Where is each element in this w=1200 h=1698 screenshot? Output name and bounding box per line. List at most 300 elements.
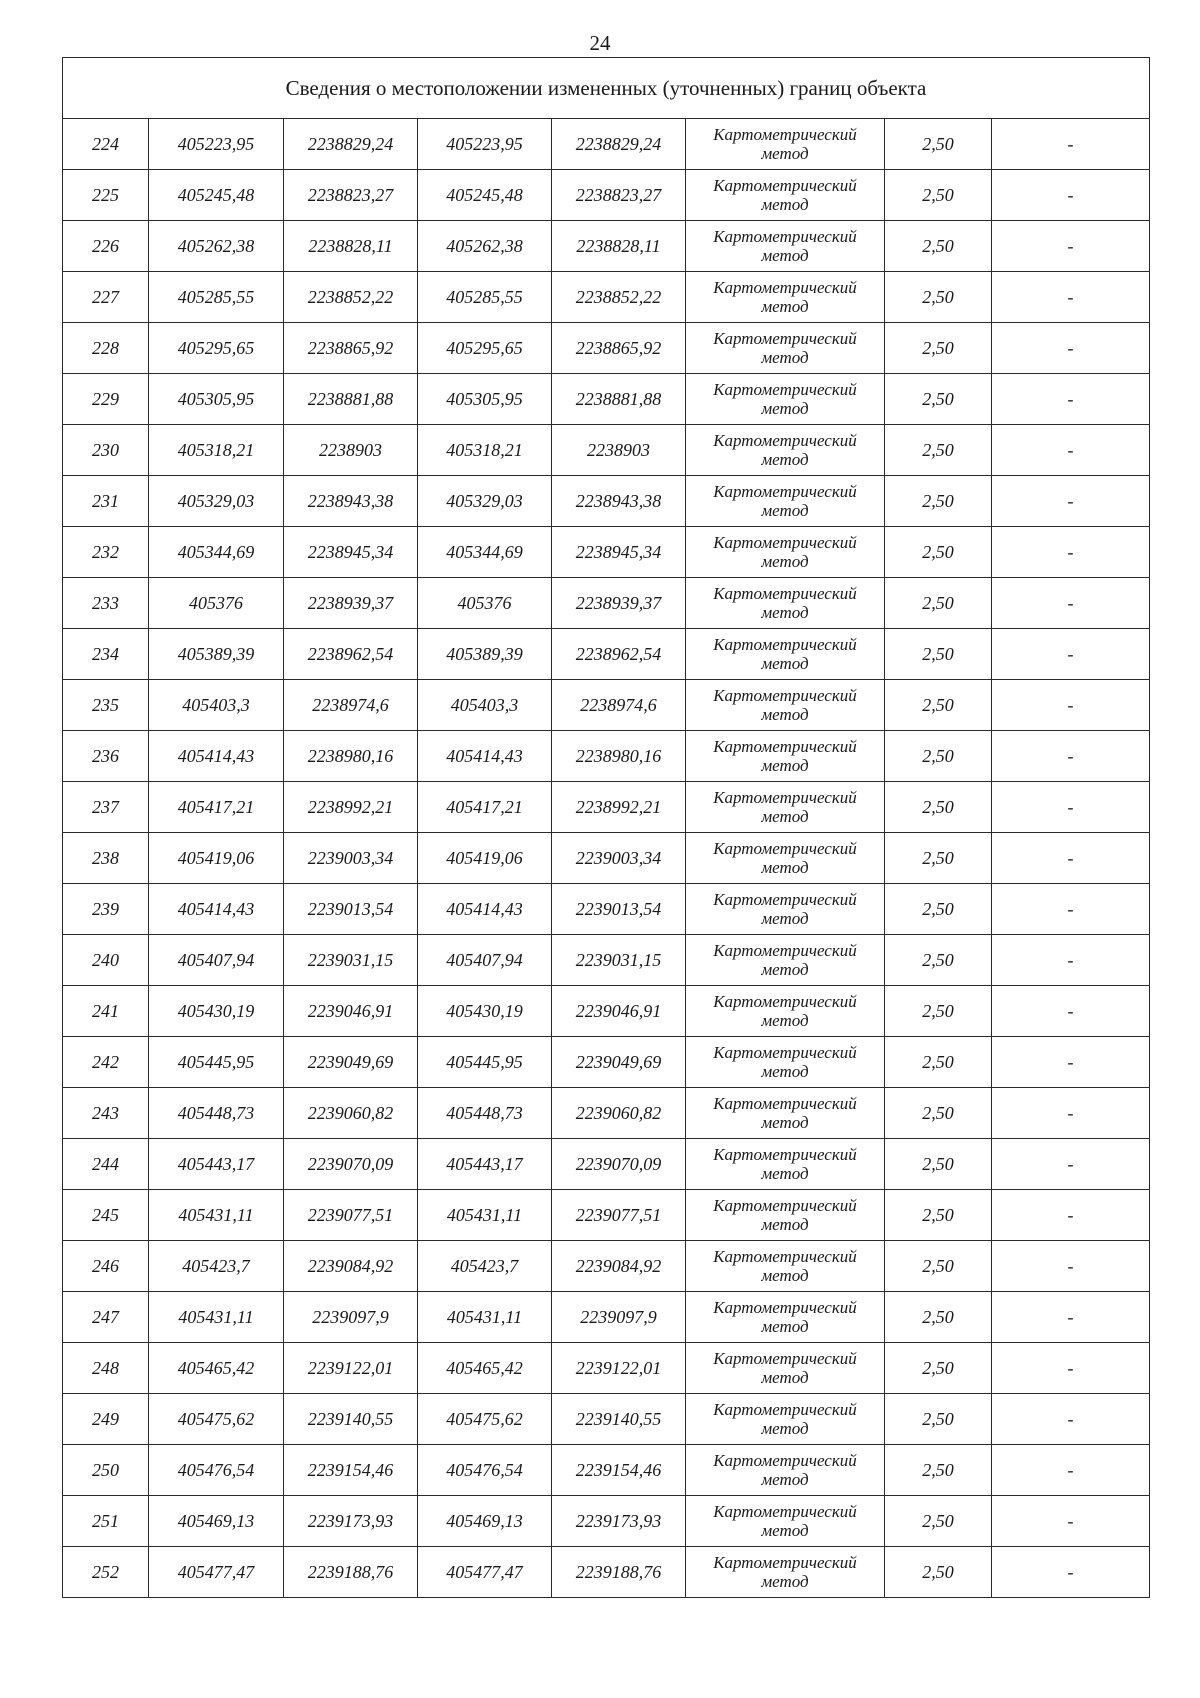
method-cell [686, 323, 885, 374]
existing-y-cell: 2239173,93 [284, 1496, 418, 1547]
method-word-line: метод [761, 807, 809, 826]
refined-x-cell: 405476,54 [418, 1445, 552, 1496]
description-cell: - [992, 1037, 1150, 1088]
point-number-cell: 248 [63, 1343, 149, 1394]
existing-y-cell: 2238865,92 [284, 323, 418, 374]
method-word-line: метод [761, 654, 809, 673]
description-cell: - [992, 782, 1150, 833]
description-cell: - [992, 731, 1150, 782]
table-row [63, 1088, 1150, 1139]
table-row [63, 221, 1150, 272]
refined-y-cell: 2238865,92 [552, 323, 686, 374]
point-number-cell: 231 [63, 476, 149, 527]
existing-y-cell: 2238992,21 [284, 782, 418, 833]
existing-y-cell: 2238903 [284, 425, 418, 476]
table-row [63, 1394, 1150, 1445]
existing-y-cell: 2239060,82 [284, 1088, 418, 1139]
method-word-line: метод [761, 705, 809, 724]
description-cell: - [992, 170, 1150, 221]
method-word-line: метод [761, 603, 809, 622]
method-name-line: Картометрический [713, 1553, 857, 1572]
existing-x-cell: 405445,95 [149, 1037, 284, 1088]
description-cell: - [992, 119, 1150, 170]
method-name-line: Картометрический [713, 176, 857, 195]
description-cell: - [992, 1445, 1150, 1496]
accuracy-cell: 2,50 [885, 629, 992, 680]
table-header-row [63, 58, 1150, 119]
description-cell: - [992, 1547, 1150, 1598]
description-cell: - [992, 323, 1150, 374]
method-word-line: метод [761, 297, 809, 316]
existing-y-cell: 2238939,37 [284, 578, 418, 629]
refined-y-cell: 2239122,01 [552, 1343, 686, 1394]
method-name-line: Картометрический [713, 1400, 857, 1419]
method-name-line: Картометрический [713, 1451, 857, 1470]
existing-x-cell: 405305,95 [149, 374, 284, 425]
description-cell: - [992, 986, 1150, 1037]
refined-x-cell: 405318,21 [418, 425, 552, 476]
table-row [63, 1496, 1150, 1547]
accuracy-cell: 2,50 [885, 170, 992, 221]
existing-y-cell: 2239003,34 [284, 833, 418, 884]
method-word-line: метод [761, 1215, 809, 1234]
accuracy-cell: 2,50 [885, 833, 992, 884]
method-cell [686, 1343, 885, 1394]
existing-y-cell: 2239031,15 [284, 935, 418, 986]
refined-x-cell: 405423,7 [418, 1241, 552, 1292]
method-name-line: Картометрический [713, 1349, 857, 1368]
table-row [63, 731, 1150, 782]
description-cell: - [992, 425, 1150, 476]
table-row [63, 1343, 1150, 1394]
existing-x-cell: 405262,38 [149, 221, 284, 272]
accuracy-cell: 2,50 [885, 476, 992, 527]
refined-x-cell: 405389,39 [418, 629, 552, 680]
existing-x-cell: 405245,48 [149, 170, 284, 221]
method-cell [686, 527, 885, 578]
existing-y-cell: 2238823,27 [284, 170, 418, 221]
description-cell: - [992, 833, 1150, 884]
accuracy-cell: 2,50 [885, 884, 992, 935]
point-number-cell: 251 [63, 1496, 149, 1547]
method-cell [686, 119, 885, 170]
method-word-line: метод [761, 1470, 809, 1489]
accuracy-cell: 2,50 [885, 935, 992, 986]
refined-y-cell: 2239031,15 [552, 935, 686, 986]
method-cell [686, 374, 885, 425]
existing-y-cell: 2238943,38 [284, 476, 418, 527]
description-cell: - [992, 884, 1150, 935]
refined-x-cell: 405403,3 [418, 680, 552, 731]
accuracy-cell: 2,50 [885, 1037, 992, 1088]
point-number-cell: 241 [63, 986, 149, 1037]
refined-y-cell: 2238828,11 [552, 221, 686, 272]
point-number-cell: 228 [63, 323, 149, 374]
method-name-line: Картометрический [713, 329, 857, 348]
point-number-cell: 233 [63, 578, 149, 629]
method-cell [686, 1394, 885, 1445]
method-word-line: метод [761, 348, 809, 367]
existing-y-cell: 2238962,54 [284, 629, 418, 680]
existing-x-cell: 405414,43 [149, 884, 284, 935]
method-cell [686, 1496, 885, 1547]
existing-x-cell: 405295,65 [149, 323, 284, 374]
method-name-line: Картометрический [713, 227, 857, 246]
method-cell [686, 272, 885, 323]
table-row [63, 1139, 1150, 1190]
description-cell: - [992, 1292, 1150, 1343]
method-word-line: метод [761, 1317, 809, 1336]
existing-y-cell: 2238829,24 [284, 119, 418, 170]
method-word-line: метод [761, 450, 809, 469]
method-word-line: метод [761, 552, 809, 571]
refined-y-cell: 2239173,93 [552, 1496, 686, 1547]
method-cell [686, 476, 885, 527]
accuracy-cell: 2,50 [885, 1496, 992, 1547]
existing-x-cell: 405318,21 [149, 425, 284, 476]
method-word-line: метод [761, 1572, 809, 1591]
method-name-line: Картометрический [713, 1502, 857, 1521]
refined-y-cell: 2239046,91 [552, 986, 686, 1037]
refined-y-cell: 2239154,46 [552, 1445, 686, 1496]
accuracy-cell: 2,50 [885, 374, 992, 425]
existing-y-cell: 2238945,34 [284, 527, 418, 578]
method-name-line: Картометрический [713, 1043, 857, 1062]
method-cell [686, 221, 885, 272]
accuracy-cell: 2,50 [885, 731, 992, 782]
method-name-line: Картометрический [713, 890, 857, 909]
existing-x-cell: 405469,13 [149, 1496, 284, 1547]
accuracy-cell: 2,50 [885, 272, 992, 323]
method-cell [686, 731, 885, 782]
refined-x-cell: 405469,13 [418, 1496, 552, 1547]
table-row [63, 527, 1150, 578]
refined-x-cell: 405443,17 [418, 1139, 552, 1190]
method-word-line: метод [761, 1368, 809, 1387]
description-cell: - [992, 1088, 1150, 1139]
method-cell [686, 425, 885, 476]
point-number-cell: 249 [63, 1394, 149, 1445]
description-cell: - [992, 1139, 1150, 1190]
existing-x-cell: 405389,39 [149, 629, 284, 680]
refined-y-cell: 2238992,21 [552, 782, 686, 833]
accuracy-cell: 2,50 [885, 578, 992, 629]
refined-y-cell: 2238980,16 [552, 731, 686, 782]
method-name-line: Картометрический [713, 431, 857, 450]
existing-x-cell: 405417,21 [149, 782, 284, 833]
method-cell [686, 782, 885, 833]
table-row [63, 629, 1150, 680]
method-name-line: Картометрический [713, 788, 857, 807]
point-number-cell: 235 [63, 680, 149, 731]
point-number-cell: 237 [63, 782, 149, 833]
accuracy-cell: 2,50 [885, 1292, 992, 1343]
table-row [63, 425, 1150, 476]
method-name-line: Картометрический [713, 1196, 857, 1215]
description-cell: - [992, 935, 1150, 986]
description-cell: - [992, 476, 1150, 527]
existing-y-cell: 2238974,6 [284, 680, 418, 731]
method-name-line: Картометрический [713, 737, 857, 756]
table-row [63, 323, 1150, 374]
existing-x-cell: 405419,06 [149, 833, 284, 884]
existing-y-cell: 2239049,69 [284, 1037, 418, 1088]
method-cell [686, 1445, 885, 1496]
refined-x-cell: 405223,95 [418, 119, 552, 170]
point-number-cell: 240 [63, 935, 149, 986]
refined-y-cell: 2238945,34 [552, 527, 686, 578]
refined-y-cell: 2239140,55 [552, 1394, 686, 1445]
method-word-line: метод [761, 1419, 809, 1438]
refined-x-cell: 405475,62 [418, 1394, 552, 1445]
method-word-line: метод [761, 960, 809, 979]
method-word-line: метод [761, 858, 809, 877]
existing-x-cell: 405223,95 [149, 119, 284, 170]
method-name-line: Картометрический [713, 1247, 857, 1266]
method-name-line: Картометрический [713, 584, 857, 603]
existing-x-cell: 405407,94 [149, 935, 284, 986]
point-number-cell: 229 [63, 374, 149, 425]
method-cell [686, 170, 885, 221]
refined-x-cell: 405417,21 [418, 782, 552, 833]
method-name-line: Картометрический [713, 839, 857, 858]
point-number-cell: 225 [63, 170, 149, 221]
refined-x-cell: 405477,47 [418, 1547, 552, 1598]
table-row [63, 1190, 1150, 1241]
refined-x-cell: 405431,11 [418, 1190, 552, 1241]
table-row [63, 680, 1150, 731]
accuracy-cell: 2,50 [885, 323, 992, 374]
point-number-cell: 224 [63, 119, 149, 170]
existing-x-cell: 405423,7 [149, 1241, 284, 1292]
method-cell [686, 986, 885, 1037]
existing-y-cell: 2239077,51 [284, 1190, 418, 1241]
method-word-line: метод [761, 756, 809, 775]
method-word-line: метод [761, 1011, 809, 1030]
existing-x-cell: 405477,47 [149, 1547, 284, 1598]
point-number-cell: 250 [63, 1445, 149, 1496]
refined-x-cell: 405262,38 [418, 221, 552, 272]
method-name-line: Картометрический [713, 380, 857, 399]
accuracy-cell: 2,50 [885, 1190, 992, 1241]
method-name-line: Картометрический [713, 686, 857, 705]
existing-x-cell: 405430,19 [149, 986, 284, 1037]
point-number-cell: 245 [63, 1190, 149, 1241]
refined-y-cell: 2238903 [552, 425, 686, 476]
refined-x-cell: 405430,19 [418, 986, 552, 1037]
point-number-cell: 252 [63, 1547, 149, 1598]
description-cell: - [992, 629, 1150, 680]
table-row [63, 170, 1150, 221]
existing-y-cell: 2238852,22 [284, 272, 418, 323]
method-name-line: Картометрический [713, 125, 857, 144]
existing-x-cell: 405329,03 [149, 476, 284, 527]
existing-y-cell: 2238828,11 [284, 221, 418, 272]
table-row [63, 119, 1150, 170]
description-cell: - [992, 272, 1150, 323]
point-number-cell: 236 [63, 731, 149, 782]
description-cell: - [992, 680, 1150, 731]
refined-y-cell: 2238939,37 [552, 578, 686, 629]
method-name-line: Картометрический [713, 1298, 857, 1317]
refined-y-cell: 2238852,22 [552, 272, 686, 323]
table-row [63, 935, 1150, 986]
table-row [63, 1292, 1150, 1343]
description-cell: - [992, 374, 1150, 425]
method-word-line: метод [761, 399, 809, 418]
method-word-line: метод [761, 1113, 809, 1132]
refined-x-cell: 405344,69 [418, 527, 552, 578]
method-name-line: Картометрический [713, 1094, 857, 1113]
refined-x-cell: 405448,73 [418, 1088, 552, 1139]
point-number-cell: 226 [63, 221, 149, 272]
refined-x-cell: 405414,43 [418, 731, 552, 782]
method-name-line: Картометрический [713, 635, 857, 654]
refined-x-cell: 405431,11 [418, 1292, 552, 1343]
method-cell [686, 1292, 885, 1343]
table-row [63, 884, 1150, 935]
existing-x-cell: 405448,73 [149, 1088, 284, 1139]
table-row [63, 782, 1150, 833]
table-row [63, 1547, 1150, 1598]
method-word-line: метод [761, 195, 809, 214]
method-word-line: метод [761, 909, 809, 928]
table-row [63, 272, 1150, 323]
refined-x-cell: 405305,95 [418, 374, 552, 425]
existing-y-cell: 2238881,88 [284, 374, 418, 425]
existing-y-cell: 2238980,16 [284, 731, 418, 782]
point-number-cell: 243 [63, 1088, 149, 1139]
refined-y-cell: 2238829,24 [552, 119, 686, 170]
existing-y-cell: 2239188,76 [284, 1547, 418, 1598]
description-cell: - [992, 1496, 1150, 1547]
point-number-cell: 238 [63, 833, 149, 884]
refined-y-cell: 2239097,9 [552, 1292, 686, 1343]
description-cell: - [992, 1241, 1150, 1292]
existing-y-cell: 2239084,92 [284, 1241, 418, 1292]
accuracy-cell: 2,50 [885, 1445, 992, 1496]
method-word-line: метод [761, 1164, 809, 1183]
method-word-line: метод [761, 501, 809, 520]
description-cell: - [992, 1190, 1150, 1241]
refined-y-cell: 2239070,09 [552, 1139, 686, 1190]
existing-y-cell: 2239070,09 [284, 1139, 418, 1190]
accuracy-cell: 2,50 [885, 986, 992, 1037]
page-number: 24 [589, 31, 611, 55]
refined-y-cell: 2239077,51 [552, 1190, 686, 1241]
description-cell: - [992, 578, 1150, 629]
method-cell [686, 833, 885, 884]
refined-y-cell: 2239188,76 [552, 1547, 686, 1598]
existing-y-cell: 2239154,46 [284, 1445, 418, 1496]
method-cell [686, 1241, 885, 1292]
method-word-line: метод [761, 1521, 809, 1540]
method-word-line: метод [761, 1062, 809, 1081]
method-cell [686, 680, 885, 731]
table-row [63, 578, 1150, 629]
refined-x-cell: 405414,43 [418, 884, 552, 935]
refined-y-cell: 2239060,82 [552, 1088, 686, 1139]
accuracy-cell: 2,50 [885, 680, 992, 731]
refined-x-cell: 405419,06 [418, 833, 552, 884]
existing-x-cell: 405285,55 [149, 272, 284, 323]
point-number-cell: 247 [63, 1292, 149, 1343]
method-name-line: Картометрический [713, 482, 857, 501]
refined-y-cell: 2238962,54 [552, 629, 686, 680]
method-cell [686, 1190, 885, 1241]
table-row [63, 986, 1150, 1037]
method-name-line: Картометрический [713, 992, 857, 1011]
description-cell: - [992, 1394, 1150, 1445]
existing-x-cell: 405344,69 [149, 527, 284, 578]
table-row [63, 374, 1150, 425]
point-number-cell: 232 [63, 527, 149, 578]
point-number-cell: 239 [63, 884, 149, 935]
accuracy-cell: 2,50 [885, 119, 992, 170]
description-cell: - [992, 1343, 1150, 1394]
table-row [63, 1445, 1150, 1496]
accuracy-cell: 2,50 [885, 782, 992, 833]
accuracy-cell: 2,50 [885, 221, 992, 272]
accuracy-cell: 2,50 [885, 1394, 992, 1445]
description-cell: - [992, 221, 1150, 272]
existing-x-cell: 405465,42 [149, 1343, 284, 1394]
accuracy-cell: 2,50 [885, 1139, 992, 1190]
table-row [63, 833, 1150, 884]
refined-x-cell: 405445,95 [418, 1037, 552, 1088]
refined-x-cell: 405285,55 [418, 272, 552, 323]
refined-y-cell: 2239003,34 [552, 833, 686, 884]
method-name-line: Картометрический [713, 1145, 857, 1164]
refined-y-cell: 2238974,6 [552, 680, 686, 731]
existing-y-cell: 2239122,01 [284, 1343, 418, 1394]
refined-y-cell: 2238823,27 [552, 170, 686, 221]
existing-x-cell: 405443,17 [149, 1139, 284, 1190]
existing-x-cell: 405476,54 [149, 1445, 284, 1496]
method-cell [686, 1088, 885, 1139]
refined-x-cell: 405407,94 [418, 935, 552, 986]
existing-x-cell: 405414,43 [149, 731, 284, 782]
method-cell [686, 578, 885, 629]
table-row [63, 1037, 1150, 1088]
point-number-cell: 230 [63, 425, 149, 476]
description-cell: - [992, 527, 1150, 578]
table-row [63, 1241, 1150, 1292]
point-number-cell: 227 [63, 272, 149, 323]
method-word-line: метод [761, 144, 809, 163]
refined-y-cell: 2238943,38 [552, 476, 686, 527]
accuracy-cell: 2,50 [885, 1088, 992, 1139]
refined-x-cell: 405245,48 [418, 170, 552, 221]
refined-y-cell: 2239049,69 [552, 1037, 686, 1088]
existing-x-cell: 405376 [149, 578, 284, 629]
existing-x-cell: 405431,11 [149, 1190, 284, 1241]
existing-x-cell: 405403,3 [149, 680, 284, 731]
refined-x-cell: 405329,03 [418, 476, 552, 527]
boundary-coordinates-table [62, 57, 1150, 1598]
existing-y-cell: 2239140,55 [284, 1394, 418, 1445]
existing-y-cell: 2239046,91 [284, 986, 418, 1037]
method-word-line: метод [761, 1266, 809, 1285]
refined-y-cell: 2239084,92 [552, 1241, 686, 1292]
method-cell [686, 629, 885, 680]
method-name-line: Картометрический [713, 533, 857, 552]
method-name-line: Картометрический [713, 941, 857, 960]
point-number-cell: 244 [63, 1139, 149, 1190]
existing-x-cell: 405475,62 [149, 1394, 284, 1445]
method-cell [686, 1139, 885, 1190]
method-cell [686, 1037, 885, 1088]
